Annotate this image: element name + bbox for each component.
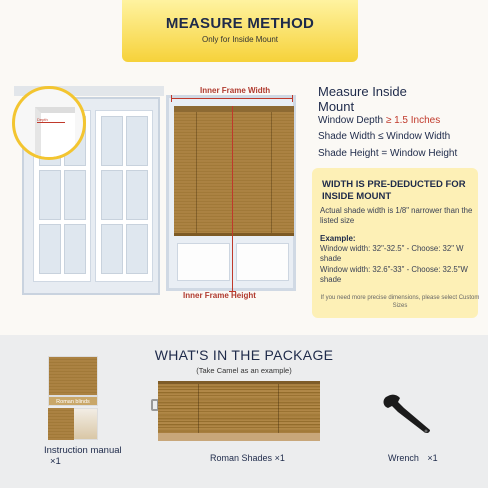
example-2: Window width: 32.6"-33" - Choose: 32.5"W shade [320, 265, 468, 284]
wrench-icon [380, 392, 440, 442]
package-title: WHAT'S IN THE PACKAGE [154, 347, 334, 363]
item-manual: Instruction manual ×1 [44, 445, 122, 467]
custom-size-note: If you need more precise dimensions, please select Custom Sizes [320, 295, 480, 309]
depth-rule: Window Depth ≥ 1.5 Inches [318, 115, 441, 126]
height-dimension-line [232, 106, 233, 292]
roman-shade-image [158, 381, 320, 441]
width-dimension-line [171, 98, 293, 99]
measure-inside-title: Measure Inside Mount [318, 84, 407, 114]
manual-cover-image [48, 356, 98, 396]
box-heading: WIDTH IS PRE-DEDUCTED FOR INSIDE MOUNT [322, 179, 466, 202]
banner-title: MEASURE METHOD [165, 15, 315, 32]
depth-detail-circle [12, 86, 86, 160]
inner-frame-height-label: Inner Frame Height [183, 291, 256, 300]
box-text: Actual shade width is 1/8" narrower than the listed size [320, 206, 473, 225]
manual-room-shade [48, 408, 74, 440]
inner-frame-width-label: Inner Frame Width [200, 86, 271, 95]
depth-value: ≥ 1.5 Inches [385, 115, 441, 126]
shade-illustration [174, 106, 294, 236]
item-roman-shades: Roman Shades ×1 [210, 453, 285, 463]
depth-label: Depth [37, 117, 48, 122]
package-subtitle: (Take Camel as an example) [196, 366, 292, 375]
banner-subtitle: Only for Inside Mount [201, 35, 279, 44]
manual-thumb-label: Roman blinds [48, 396, 98, 406]
item-wrench: Wrench ×1 [388, 453, 438, 463]
height-rule: Shade Height = Window Height [318, 148, 458, 159]
width-rule: Shade Width ≤ Window Width [318, 131, 451, 142]
example-1: Window width: 32"-32.5" - Choose: 32" W shade [320, 244, 464, 263]
right-sash [96, 111, 152, 281]
measure-banner [122, 0, 358, 62]
example-heading: Example: [320, 234, 356, 243]
